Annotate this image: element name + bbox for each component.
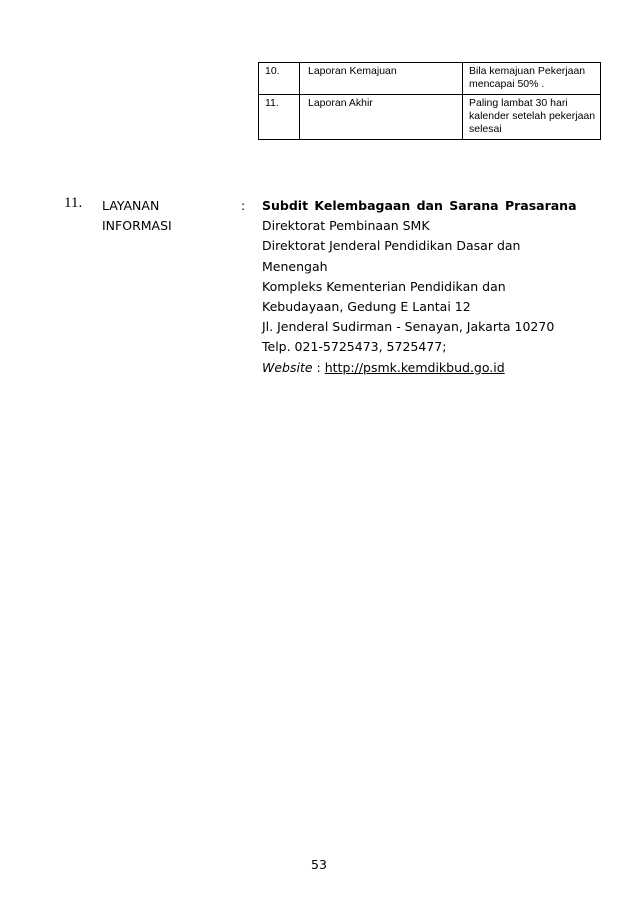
- section-colon: :: [241, 198, 246, 213]
- row-item: Laporan Kemajuan: [300, 63, 463, 95]
- website-label: Website: [262, 359, 313, 375]
- address-line: Jl. Jenderal Sudirman - Senayan, Jakarta 10270: [262, 319, 555, 335]
- section-label-line: LAYANAN: [102, 198, 160, 213]
- report-schedule-table: [258, 62, 601, 140]
- contact-info: [262, 196, 602, 378]
- website-line: [262, 358, 602, 378]
- website-separator: :: [312, 359, 325, 375]
- address-line: Kompleks Kementerian Pendidikan dan: [262, 278, 506, 294]
- row-item: Laporan Akhir: [300, 95, 463, 140]
- phone-line: Telp. 021-5725473, 5725477;: [262, 339, 447, 355]
- row-note: Bila kemajuan Pekerjaan mencapai 50% .: [463, 63, 601, 95]
- address-line: Direktorat Jenderal Pendidikan Dasar dan: [262, 238, 521, 254]
- row-note: Paling lambat 30 hari kalender setelah pekerjaan selesai: [463, 95, 601, 140]
- section-label: [102, 196, 172, 236]
- address-line: Kebudayaan, Gedung E Lantai 12: [262, 299, 471, 315]
- table-row: [259, 63, 601, 95]
- page-number: 53: [311, 857, 327, 872]
- address-line: Direktorat Pembinaan SMK: [262, 218, 430, 234]
- table-row: [259, 95, 601, 140]
- section-label-line: INFORMASI: [102, 218, 172, 233]
- section-number: 11.: [64, 195, 83, 211]
- address-line: Menengah: [262, 258, 328, 274]
- row-number: 10.: [259, 63, 300, 95]
- website-link[interactable]: http://psmk.kemdikbud.go.id: [324, 359, 505, 375]
- org-name: Subdit Kelembagaan dan Sarana Prasarana: [262, 198, 577, 213]
- row-number: 11.: [259, 95, 300, 140]
